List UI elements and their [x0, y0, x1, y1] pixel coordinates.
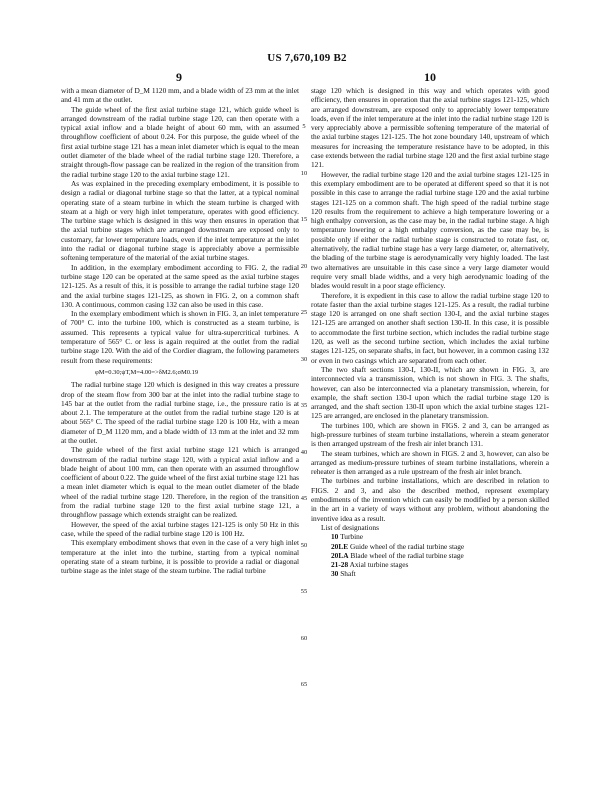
line-number: 65	[300, 681, 308, 689]
equation: φM=0.30;ψT,M=4.00=>δM2.6;σM0.19	[95, 368, 199, 376]
paragraph: with a mean diameter of D_M 1120 mm, and a blade width of 23 mm at the inlet and 41 mm at the outlet.	[61, 86, 299, 105]
designation-number: 20LA	[331, 550, 349, 560]
line-number: 20	[300, 262, 308, 270]
designation-item	[311, 532, 549, 541]
designation-label: Shaft	[340, 569, 356, 579]
paragraph: The turbines and turbine installations, which are described in relation to FIGS. 2 and 3, and also the described method, represent exemplary embodiments of the invention which can easily be modified by a person skilled in the art in a variety of ways without any problem, without abandoning the inventive idea as a result.	[311, 476, 549, 523]
paragraph: The turbines 100, which are shown in FIGS. 2 and 3, can be arranged as high-pressure turbines of steam turbine installations, wherein a steam generator is then arranged upstream of the fresh air inlet branch 131.	[311, 420, 549, 449]
paragraph: The two shaft sections 130-I, 130-II, which are shown in FIG. 3, are interconnected via a transmission, which is not shown in FIG. 3. The shafts, however, can also be interconnected via a planetary transmission, wherein, for example, the shaft section 130-I upon which the radial turbine stage 120 is arranged, and the shaft section 130-II upon which the axial turbine stages 121-125 are arranged, are enclosed in the planetary transmission.	[311, 364, 549, 421]
designation-item	[311, 542, 549, 551]
line-number: 45	[300, 495, 308, 503]
line-number: 30	[300, 355, 308, 363]
line-number: 15	[300, 216, 308, 224]
line-number: 25	[300, 309, 308, 317]
line-number: 60	[300, 634, 308, 642]
paragraph: The radial turbine stage 120 which is designed in this way creates a pressure drop of the steam flow from 300 bar at the inlet into the radial turbine stage to 145 bar at the outlet from the radial turbine stage, i.e., the pressure ratio is at about 2.1. The temperature at the outlet from the radial turbine stage 120 is at about 565° C. The speed of the radial turbine stage 120 is 100 Hz, with a mean diameter of D_M 1120 mm, and a blade width of 13 mm at the inlet and 32 mm at the outlet.	[61, 380, 299, 445]
designation-label: Axial turbine stages	[349, 560, 409, 570]
paragraph: Therefore, it is expedient in this case to allow the radial turbine stage 120 to rotate faster than the axial turbine stages 121-125. As a result, the radial turbine stage 120 is arranged on one shaft section 130-I, and the axial turbine stages 121-125 are arranged on another shaft section 130-II. In this case, it is possible to accommodate the first turbine section, which includes the radial turbine stage 120, as well as the second turbine section, which includes the axial turbine stages 121-125, on separate shafts, in fact, but however, in a common casing 132 or even in two casings which are separated from each other.	[311, 290, 549, 365]
line-number: 55	[300, 588, 308, 596]
left-page-number: 9	[176, 70, 182, 84]
paragraph: However, the speed of the axial turbine stages 121-125 is only 50 Hz in this case, while the speed of the radial turbine stage 120 is 100 Hz.	[61, 519, 299, 538]
paragraph: stage 120 which is designed in this way and which operates with good efficiency, then ensures in operation that the axial turbine stages 121-125, which are arranged downstream, are exposed only to appreciably lower temperature loads, even if the inlet temperature at the inlet into the radial turbine stage 120 is very appreciably above a permissible softening temperature of the material of the axial turbine stages 121-125. The hot zone boundary 140, upstream of which measures for increasing the temperature resistance have to be adopted, in this case extends between the radial turbine stage 120 and the first axial turbine stage 121.	[311, 86, 549, 170]
designation-item	[311, 551, 549, 560]
paragraph: The guide wheel of the first axial turbine stage 121 which is arranged downstream of the radial turbine stage 120, with a typical axial inflow and a blade height of about 100 mm, can then operate with an assumed throughflow coefficient of about 0.22. The guide wheel of the first axial turbine stage 121 has a mean inlet diameter which is equal to the mean outlet diameter of the blade wheel of the radial turbine stage 120. Therefore, in the region of the transition from the radial turbine stage 120 to the first axial turbine stage 121, a throughflow passage which extends straight can be realized.	[61, 445, 299, 520]
designations-heading: List of designations	[321, 522, 379, 532]
designation-number: 20LE	[331, 541, 349, 551]
line-number: 40	[300, 448, 308, 456]
paragraph: This exemplary embodiment shows that even in the case of a very high inlet temperature at the inlet into the turbine, starting from a typical nominal operating state of a steam turbine, it is possible to provide a radial or diagonal turbine stage as the inlet stage of the steam turbine. The radial turbine	[61, 538, 299, 576]
paragraph: As was explained in the preceding exemplary embodiment, it is possible to design a radial or diagonal turbine stage so that the latter, at a typical nominal operating state of a steam turbine in which the steam turbine is charged with steam at a high or very high inlet temperature, operates with good efficiency. The turbine stage which is designed in this way then ensures in operation that the axial turbine stages which are arranged downstream are exposed only to customary, far lower temperature loads, even if the inlet temperature at the inlet into the radial or diagonal turbine stage is appreciably above a permissible softening temperature of the material of the axial turbine stages.	[61, 178, 299, 263]
line-number: 10	[300, 169, 308, 177]
paragraph: However, the radial turbine stage 120 and the axial turbine stages 121-125 in this exemplary embodiment are to be operated at different speed so that it is not possible in this case to arrange the radial turbine stage 120 and the axial turbine stages 121-125 on a common shaft. The high speed of the radial turbine stage 120 results from the requirement to achieve a high temperature lowering or a high enthalpy conversion, as the case may be, in the radial turbine stage. A high temperature lowering or a high enthalpy conversion, as the case may be, is possible only if either the radial turbine stage is constructed to rotate fast, or, alternatively, the radial turbine stage has a very large diameter, or, alternatively, the blading of the turbine stage is aerodynamically very highly loaded. The last two alternatives are unsuitable in this case since a very large diameter would require very small blade widths, and a very high aerodynamic loading of the blades would result in a poor stage efficiency.	[311, 169, 549, 291]
paragraph: In the exemplary embodiment which is shown in FIG. 3, an inlet temperature of 700° C. into the turbine 100, which is constructed as a steam turbine, is assumed. This represents a typical value for ultra-supercritical turbines. A temperature of 565° C. or less is again required at the outlet from the radial turbine stage 120. With the aid of the Cordier diagram, the following parameters result from these requirements:	[61, 309, 299, 365]
line-number: 35	[300, 402, 308, 410]
paragraph: The steam turbines, which are shown in FIGS. 2 and 3, however, can also be arranged as medium-pressure turbines of steam turbine installations, wherein a reheater is then arranged as a rule upstream of the fresh air inlet branch.	[311, 448, 549, 477]
paragraph: In addition, in the exemplary embodiment according to FIG. 2, the radial turbine stage 120 can be operated at the same speed as the axial turbine stages 121-125. As a result of this, it is possible to arrange the radial turbine stage 120 and the axial turbine stages 121-125, as shown in FIG. 2, on a common shaft 130. A continuous, common casing 132 can also be used in this case.	[61, 262, 299, 309]
paragraph: The guide wheel of the first axial turbine stage 121, which guide wheel is arranged downstream of the radial turbine stage 120, can then operate with a typical axial inflow and a blade height of about 60 mm, with an assumed throughflow coefficient of about 0.24. For this purpose, the guide wheel of the first axial turbine stage 121 has a mean inlet diameter which is equal to the mean outlet diameter of the blade wheel of the radial turbine stage 120. Therefore, a straight through-flow passage can be realized in the region of the transition from the radial turbine stage 120 to the axial turbine stage 121.	[61, 104, 299, 179]
designation-number: 21-28	[331, 560, 349, 570]
designation-number: 10	[331, 532, 339, 542]
designation-label: Blade wheel of the radial turbine stage	[350, 550, 464, 560]
designation-item	[311, 569, 549, 578]
designation-label: Turbine	[340, 532, 364, 542]
line-number: 50	[300, 541, 308, 549]
patent-number-header: US 7,670,109 B2	[267, 52, 347, 64]
designation-label: Guide wheel of the radial turbine stage	[349, 541, 465, 551]
line-number: 5	[302, 123, 306, 131]
right-page-number: 10	[424, 70, 436, 84]
designation-item	[311, 560, 549, 569]
designation-number: 30	[331, 569, 339, 579]
left-column	[61, 86, 299, 575]
right-column	[311, 86, 549, 579]
